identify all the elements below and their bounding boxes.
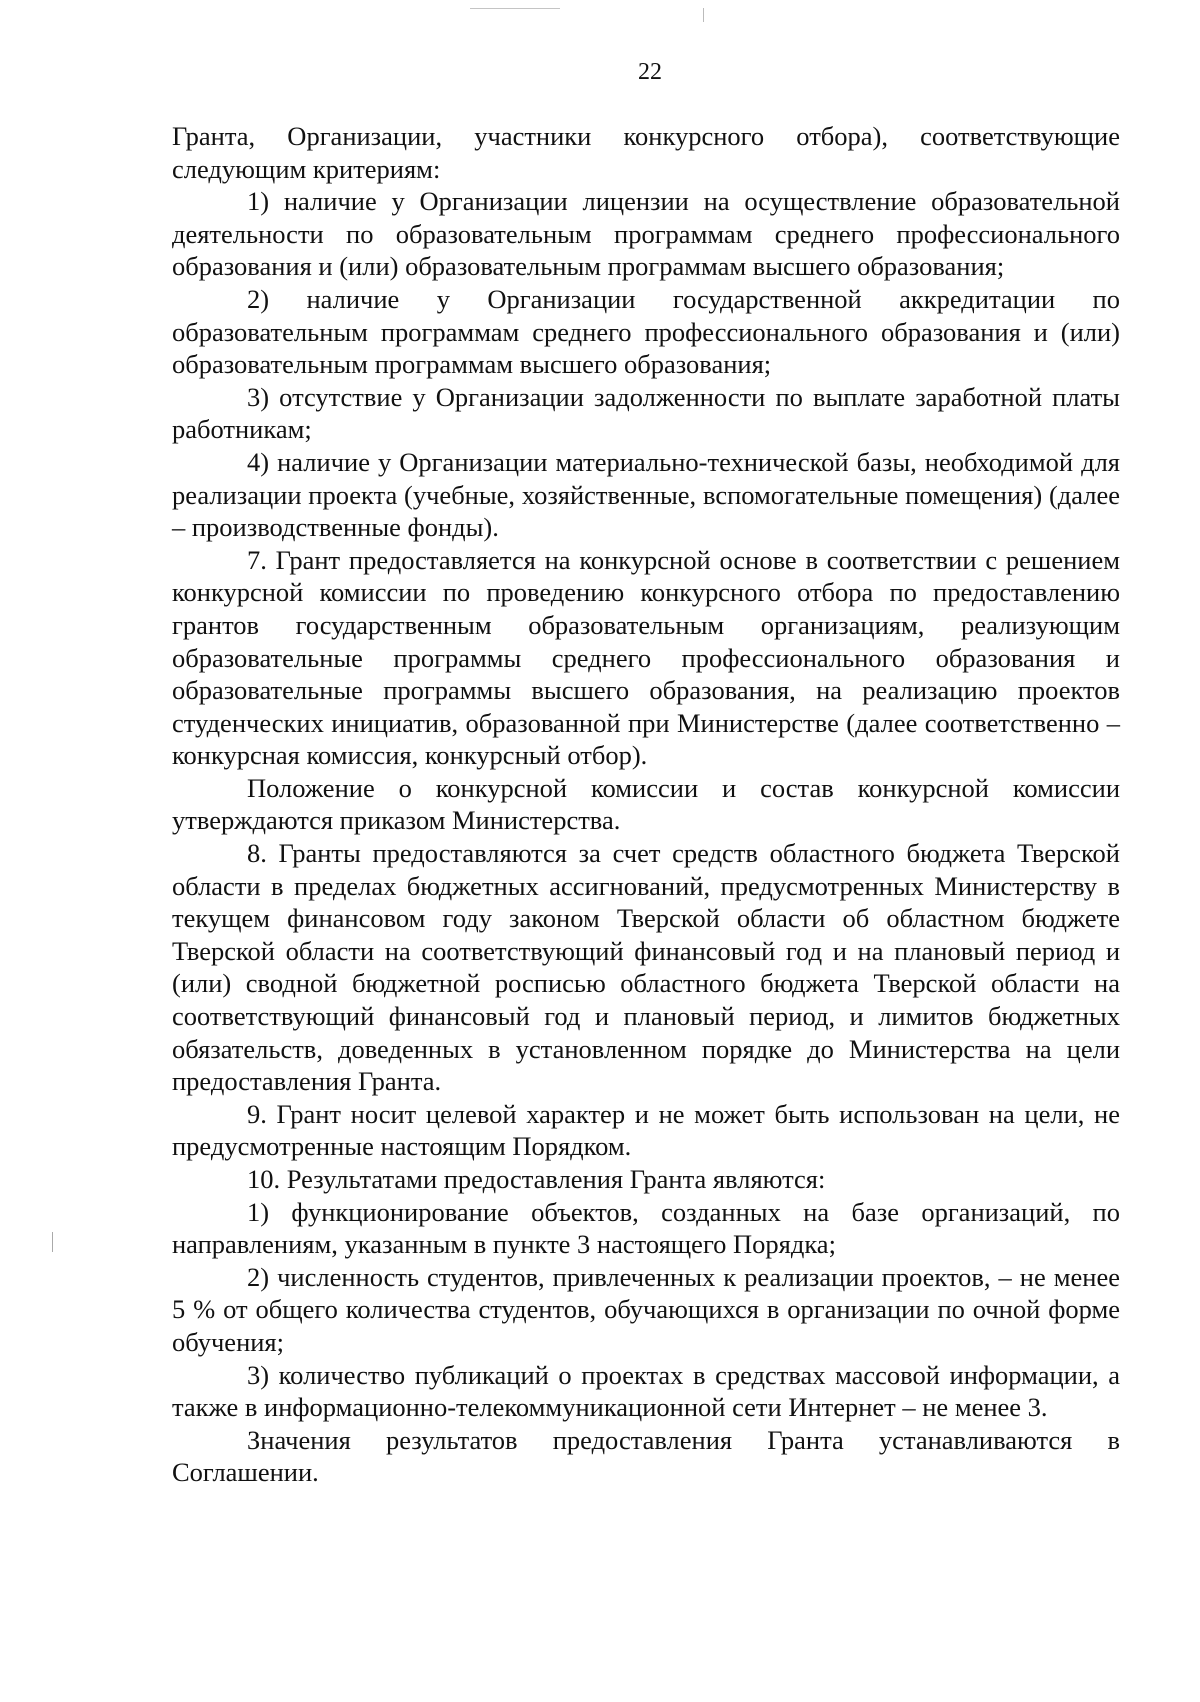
paragraph-section-8: 8. Гранты предоставляются за счет средств областного бюджета Тверской области в пределах бюджетных ассигнований, предусмотренных Министерству в текущем финансовом году законом Тверской области об областном бюджете Тверской области на соответствующий финансовый год и на плановый период и (или) сводной бюджетной росписью областного бюджета Тверской области на соответствующий финансовый год и плановый период, и лимитов бюджетных обязательств, доведенных в установленном порядке до Министерства на цели предоставления Гранта. bbox=[172, 838, 1120, 1097]
paragraph-section-7: 7. Грант предоставляется на конкурсной основе в соответствии с решением конкурсной комиссии по проведению конкурсного отбора по предоставлению грантов государственным образовательным организациям, реализующим образовательные программы среднего профессионального образования и образовательные программы высшего образования, на реализацию проектов студенческих инициатив, образованной при Министерстве (далее соответственно – конкурсная комиссия, конкурсный отбор). bbox=[172, 544, 1120, 771]
paragraph-criterion-3: 3) отсутствие у Организации задолженности по выплате заработной платы работникам; bbox=[172, 381, 1120, 445]
document-body bbox=[172, 120, 1120, 1489]
paragraph-result-2: 2) численность студентов, привлеченных к реализации проектов, – не менее 5 % от общего количества студентов, обучающихся в организации по очной форме обучения; bbox=[172, 1261, 1120, 1357]
paragraph-section-9: 9. Грант носит целевой характер и не может быть использован на цели, не предусмотренные настоящим Порядком. bbox=[172, 1098, 1120, 1162]
paragraph-criterion-4: 4) наличие у Организации материально-технической базы, необходимой для реализации проекта (учебные, хозяйственные, вспомогательные помещения) (далее – производственные фонды). bbox=[172, 446, 1120, 543]
scan-artifact-left bbox=[52, 1232, 53, 1252]
paragraph-result-3: 3) количество публикаций о проектах в средствах массовой информации, а также в информационно-телекоммуникационной сети Интернет – не менее 3. bbox=[172, 1359, 1120, 1423]
paragraph-criterion-1: 1) наличие у Организации лицензии на осуществление образовательной деятельности по образовательным программам среднего профессионального образования и (или) образовательным программам высшего образования; bbox=[172, 186, 1120, 282]
page-number: 22 bbox=[638, 59, 662, 85]
paragraph-result-1: 1) функционирование объектов, созданных на базе организаций, по направлениям, указанным в пункте 3 настоящего Порядка; bbox=[172, 1196, 1120, 1260]
scan-artifact-top bbox=[470, 8, 560, 9]
paragraph-criteria-intro: Гранта, Организации, участники конкурсного отбора), соответствующие следующим критериям: bbox=[172, 121, 1120, 184]
paragraph-commission-regulation: Положение о конкурсной комиссии и состав конкурсной комиссии утверждаются приказом Министерства. bbox=[172, 772, 1120, 836]
scan-artifact-right bbox=[703, 8, 704, 22]
paragraph-section-10: 10. Результатами предоставления Гранта являются: bbox=[247, 1164, 826, 1194]
paragraph-criterion-2: 2) наличие у Организации государственной аккредитации по образовательным программам среднего профессионального образования и (или) образовательным программам высшего образования; bbox=[172, 283, 1120, 380]
paragraph-results-values: Значения результатов предоставления Гранта устанавливаются в Соглашении. bbox=[172, 1424, 1120, 1488]
